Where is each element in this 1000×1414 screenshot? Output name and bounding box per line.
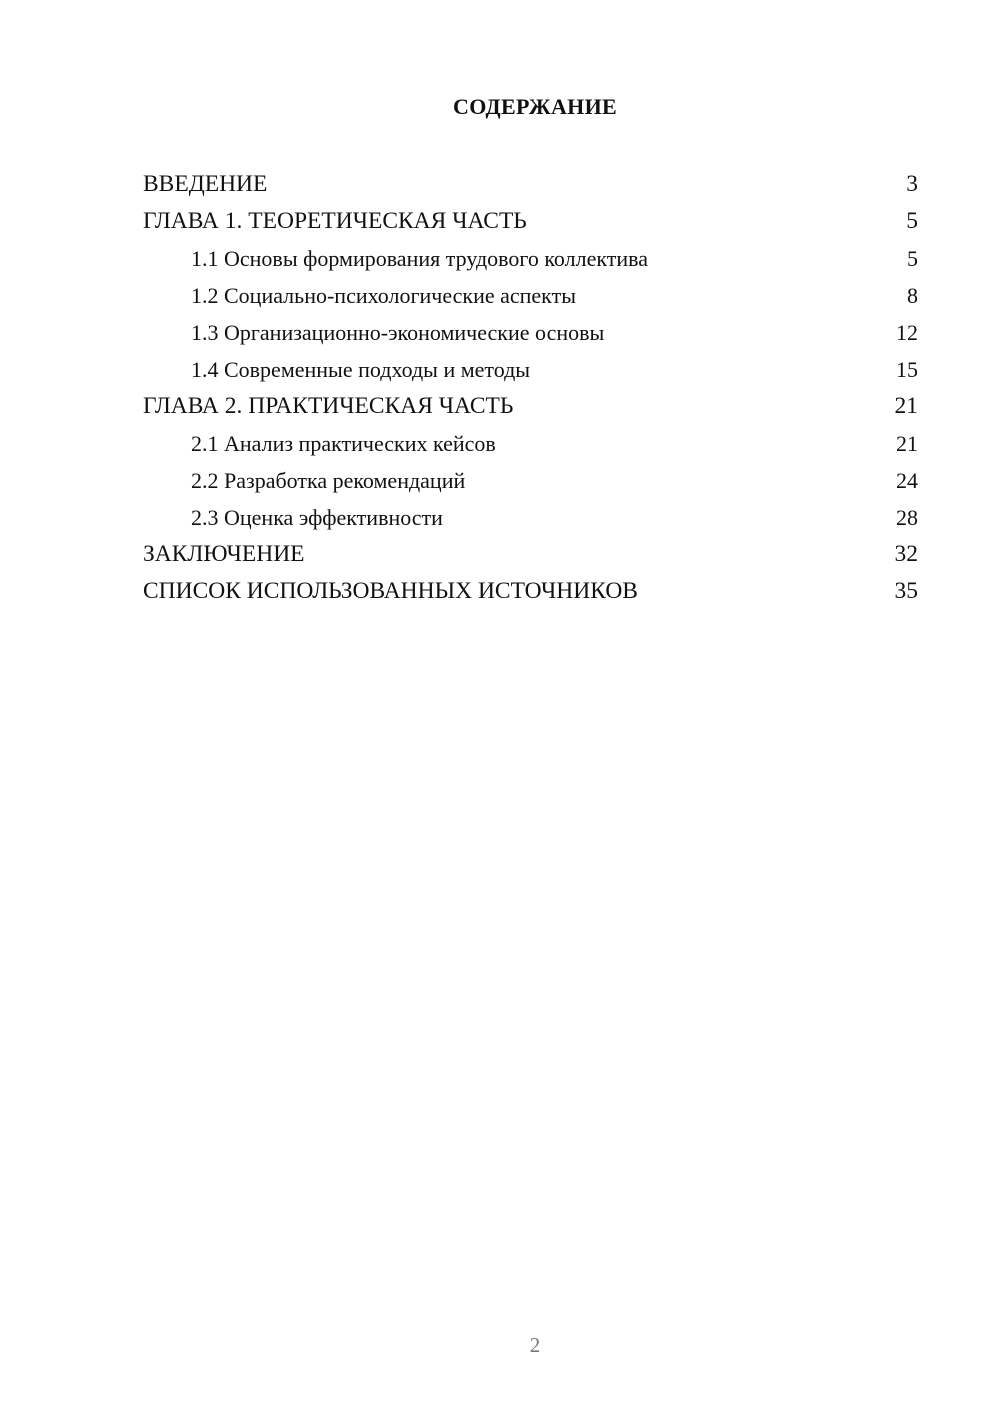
toc-entry bbox=[143, 536, 918, 573]
toc-entry-text: СПИСОК ИСПОЛЬЗОВАННЫХ ИСТОЧНИКОВ bbox=[143, 578, 638, 604]
toc-entry-text: 1.2 Социально-психологические аспекты bbox=[191, 283, 576, 308]
toc-entry bbox=[143, 166, 918, 203]
toc-entry-page-number: 32 bbox=[894, 541, 918, 567]
toc-entry bbox=[143, 277, 918, 314]
toc-entry bbox=[143, 314, 918, 351]
toc-entry-text: 2.1 Анализ практических кейсов bbox=[191, 431, 496, 456]
toc-entry-page-number: 3 bbox=[906, 171, 918, 197]
toc-entry-page-number: 35 bbox=[894, 578, 918, 604]
toc-entry-page-number: 21 bbox=[894, 393, 918, 419]
toc-entry bbox=[143, 388, 918, 425]
toc-entry-text: ВВЕДЕНИЕ bbox=[143, 171, 268, 197]
toc-entry bbox=[143, 425, 918, 462]
toc-list bbox=[143, 166, 918, 610]
toc-entry bbox=[143, 462, 918, 499]
toc-title: СОДЕРЖАНИЕ bbox=[453, 94, 617, 119]
toc-entry-text: 1.3 Организационно-экономические основы bbox=[191, 320, 605, 345]
toc-entry-text: 2.2 Разработка рекомендаций bbox=[191, 468, 466, 493]
toc-entry bbox=[143, 573, 918, 610]
toc-entry-page-number: 5 bbox=[906, 208, 918, 234]
toc-entry-text: 1.1 Основы формирования трудового коллектива bbox=[191, 246, 649, 271]
toc-entry-page-number: 21 bbox=[896, 431, 918, 456]
toc-entry bbox=[143, 499, 918, 536]
toc-entry-text: 2.3 Оценка эффективности bbox=[191, 505, 443, 530]
toc-entry-page-number: 8 bbox=[907, 283, 918, 308]
toc-entry-text: ЗАКЛЮЧЕНИЕ bbox=[143, 541, 305, 567]
toc-entry-text: 1.4 Современные подходы и методы bbox=[191, 357, 531, 382]
toc-entry-page-number: 12 bbox=[896, 320, 918, 345]
toc-entry-text: ГЛАВА 1. ТЕОРЕТИЧЕСКАЯ ЧАСТЬ bbox=[143, 208, 527, 234]
toc-entry bbox=[143, 203, 918, 240]
toc-entry-page-number: 5 bbox=[907, 246, 918, 271]
page-number: 2 bbox=[529, 1333, 541, 1357]
toc-entry-page-number: 28 bbox=[896, 505, 918, 530]
toc-entry-page-number: 24 bbox=[896, 468, 918, 493]
toc-entry-page-number: 15 bbox=[896, 357, 918, 382]
toc-entry-text: ГЛАВА 2. ПРАКТИЧЕСКАЯ ЧАСТЬ bbox=[143, 393, 514, 419]
toc-entry bbox=[143, 351, 918, 388]
toc-entry bbox=[143, 240, 918, 277]
